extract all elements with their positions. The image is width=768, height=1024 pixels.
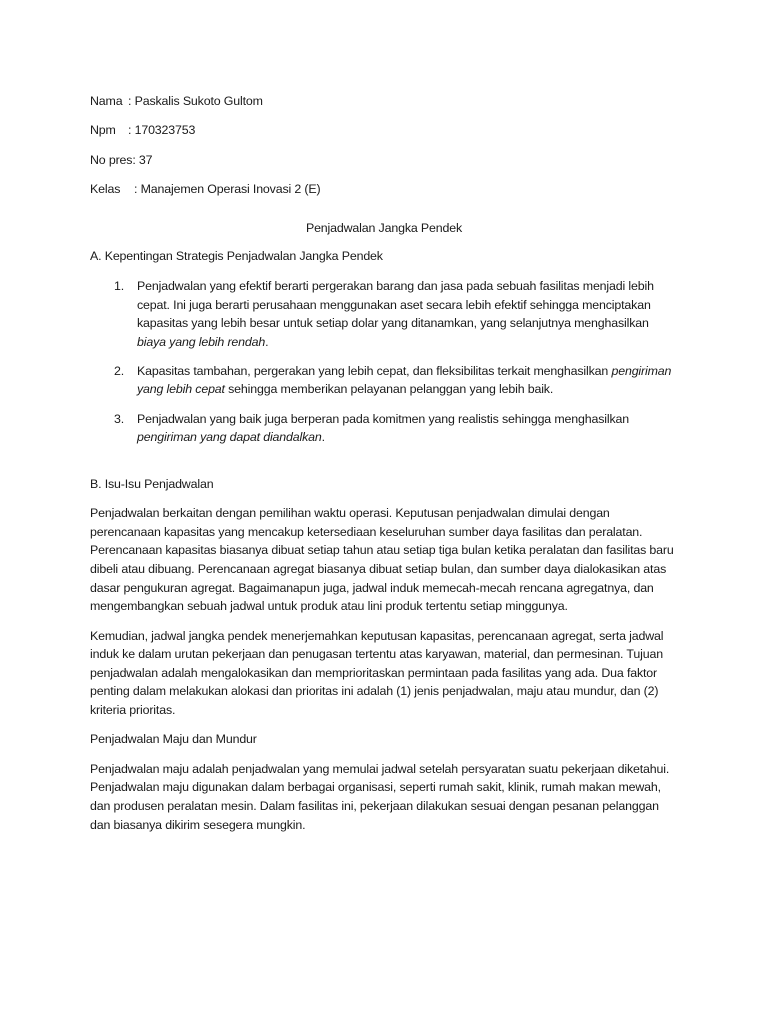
- npm-label: Npm: [90, 123, 116, 138]
- list-item-number: 1.: [114, 278, 125, 293]
- section-a-heading: A. Kepentingan Strategis Penjadwalan Jangka Pendek: [90, 249, 383, 264]
- section-b-heading: B. Isu-Isu Penjadwalan: [90, 476, 214, 491]
- list-item-tail: .: [321, 430, 325, 445]
- list-item-emphasis: pengiriman yang lebih cepat: [137, 363, 672, 397]
- nopres-label: No pres: [90, 152, 133, 167]
- nopres-value: : 37: [132, 152, 153, 167]
- kelas-value: : Manajemen Operasi Inovasi 2 (E): [134, 182, 321, 197]
- list-item: [90, 410, 678, 447]
- document-title: Penjadwalan Jangka Pendek: [305, 220, 463, 235]
- list-item-emphasis: pengiriman yang dapat diandalkan: [137, 430, 322, 445]
- nama-label: Nama: [90, 94, 123, 108]
- list-item-tail: .: [265, 334, 269, 349]
- nopres-row: [90, 151, 678, 170]
- kelas-label: Kelas: [90, 182, 121, 197]
- list-item-text: Penjadwalan yang efektif berarti pergerakan barang dan jasa pada sebuah fasilitas menjadi lebih cepat. Ini juga berarti perusahaan menggunakan aset secara lebih efektif sehingga menciptakan kapasitas yang lebih besar untuk setiap dolar yang ditanamkan, yang selanjutnya menghasilkan: [137, 278, 654, 331]
- nama-row: [90, 92, 678, 111]
- list-item-tail: sehingga memberikan pelayanan pelanggan yang lebih baik.: [224, 382, 554, 397]
- paragraph: Penjadwalan maju adalah penjadwalan yang memulai jadwal setelah persyaratan suatu pekerjaan diketahui. Penjadwalan maju digunakan dalam berbagai organisasi, seperti rumah sakit, klinik, rumah makan mewah, dan produsen peralatan mesin. Dalam fasilitas ini, pekerjaan dilakukan sesuai dengan pesanan pelanggan dan biasanya dikirim sesegera mungkin.: [90, 761, 670, 832]
- list-item: [90, 362, 678, 399]
- list-item-number: 2.: [114, 363, 125, 378]
- list-item-text: Penjadwalan yang baik juga berperan pada komitmen yang realistis sehingga menghasilkan: [137, 411, 629, 426]
- section-a-list: [90, 277, 678, 447]
- list-item: [90, 277, 678, 351]
- kelas-row: [90, 180, 678, 199]
- document-body: [90, 92, 678, 845]
- subsection-heading: Penjadwalan Maju dan Mundur: [90, 732, 257, 747]
- paragraph: Penjadwalan berkaitan dengan pemilihan waktu operasi. Keputusan penjadwalan dimulai dengan perencanaan kapasitas yang mencakup ketersediaan keseluruhan sumber daya fasilitas dan peralatan. Perencanaan kapasitas biasanya dibuat setiap tahun atau setiap tiga bulan ketika peralatan dan fasilitas baru dibeli atau dibuang. Perencanaan agregat biasanya dibuat setiap bulan, dan sumber daya dialokasikan atas dasar pengukuran agregat. Bagaimanapun juga, jadwal induk memecah-mecah rencana agregatnya, dan mengembangkan sebuah jadwal untuk produk atau lini produk tertentu setiap minggunya.: [90, 506, 674, 614]
- list-item-text: Kapasitas tambahan, pergerakan yang lebih cepat, dan fleksibilitas terkait menghasilkan: [137, 363, 612, 378]
- npm-row: [90, 121, 678, 140]
- npm-value: : 170323753: [128, 123, 196, 138]
- list-item-number: 3.: [114, 411, 125, 426]
- paragraph: Kemudian, jadwal jangka pendek menerjemahkan keputusan kapasitas, perencanaan agregat, serta jadwal induk ke dalam urutan pekerjaan dan penugasan tertentu atas karyawan, material, dan permesinan. Tujuan penjadwalan adalah mengalokasikan dan memprioritaskan permintaan pada fasilitas yang ada. Dua faktor penting dalam melakukan alokasi dan prioritas ini adalah (1) jenis penjadwalan, maju atau mundur, dan (2) kriteria prioritas.: [90, 628, 664, 717]
- nama-value: : Paskalis Sukoto Gultom: [128, 94, 263, 108]
- list-item-emphasis: biaya yang lebih rendah: [137, 334, 266, 349]
